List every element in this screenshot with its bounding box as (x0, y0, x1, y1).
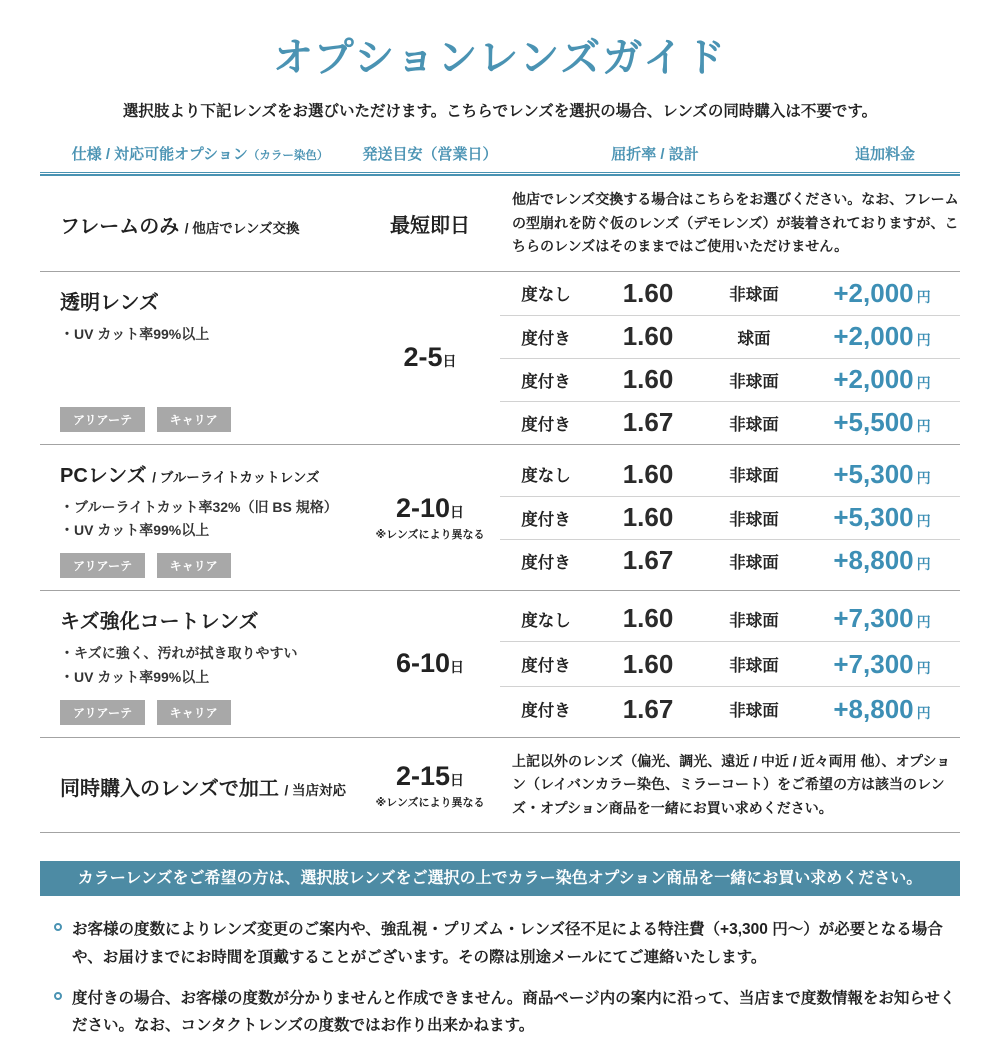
clear-lens-options (500, 272, 960, 444)
note-text: 度付きの場合、お客様の度数が分かりませんと作成できません。商品ページ内の案内に沿って、当店まで度数情報をお知らせください。なお、コンタクトレンズの度数ではお作り出来かねます。 (72, 989, 956, 1034)
badge-ariate: アリアーテ (60, 407, 145, 432)
option-price (804, 407, 960, 438)
option-index: 1.60 (622, 277, 674, 308)
price-unit: 円 (916, 418, 931, 435)
option-power: 度なし (521, 286, 571, 305)
option-index: 1.67 (622, 545, 674, 576)
lens-feature: ・UV カット率99%以上 (60, 668, 210, 685)
badge-carrier: キャリア (157, 700, 231, 725)
lens-name (60, 210, 360, 239)
lens-name-text: 透明レンズ (60, 291, 159, 314)
option-index: 1.60 (622, 603, 674, 634)
price-value: +8,800 (833, 693, 914, 724)
row-frame-only (40, 176, 960, 272)
option-design: 非球面 (729, 611, 779, 630)
option-power: 度付き (521, 702, 571, 721)
option-power: 度付き (521, 329, 571, 348)
clear-lens-shipping (360, 272, 500, 444)
lens-feature: ・キズに強く、汚れが拭き取りやすい (60, 645, 298, 662)
option-price (804, 321, 960, 352)
option-price (804, 278, 960, 309)
price-value: +2,000 (833, 321, 914, 352)
option-index: 1.67 (622, 693, 674, 724)
option-power: 度なし (521, 467, 571, 486)
lens-name-text: 同時購入のレンズで加工 (60, 777, 279, 800)
price-unit: 円 (916, 704, 931, 721)
price-unit: 円 (916, 513, 931, 530)
simultaneous-description-cell (500, 738, 960, 833)
shipping-note: ※レンズにより異なる (375, 528, 485, 541)
lens-badges (60, 553, 360, 578)
shipping-value: 2-5 (403, 342, 443, 373)
option-row (500, 453, 960, 496)
circle-bullet-icon (54, 992, 62, 1000)
lens-name-suffix: / ブルーライトカットレンズ (152, 469, 320, 485)
frame-only-description-cell (500, 176, 960, 271)
clear-lens-spec (40, 272, 360, 444)
shipping-note: ※レンズにより異なる (375, 796, 485, 809)
pc-lens-shipping (360, 445, 500, 591)
frame-only-description: 他店でレンズ交換する場合はこちらをお選びください。なお、フレームの型崩れを防ぐ仮のレンズ（デモレンズ）が装着されておりますが、こちらのレンズはそのままではご使用いただけません。 (512, 191, 959, 255)
option-row (500, 272, 960, 315)
lens-name (60, 286, 360, 315)
shipping-value: 2-15 (395, 760, 451, 791)
price-value: +5,300 (833, 458, 914, 489)
lens-name-text: フレームのみ (60, 215, 180, 238)
option-row (500, 401, 960, 444)
row-scratch-coat-lens (40, 591, 960, 738)
price-value: +5,300 (833, 502, 914, 533)
lens-feature: ・ブルーライトカット率32%（旧 BS 規格） (60, 498, 338, 515)
pc-lens-options (500, 445, 960, 591)
option-power: 度付き (521, 415, 571, 434)
option-design: 非球面 (729, 372, 779, 391)
option-index: 1.60 (622, 321, 674, 352)
option-design: 球面 (737, 329, 771, 348)
option-row (500, 596, 960, 641)
option-row (500, 496, 960, 539)
lens-name-suffix: / 当店対応 (284, 782, 346, 798)
row-simultaneous-purchase (40, 738, 960, 834)
frame-only-shipping (360, 176, 500, 271)
option-row (500, 686, 960, 731)
lens-name (60, 605, 360, 634)
price-value: +7,300 (833, 648, 914, 679)
price-value: +2,000 (833, 277, 914, 308)
lens-name-text: キズ強化コートレンズ (60, 611, 259, 634)
price-unit: 円 (916, 659, 931, 676)
option-power: 度付き (521, 510, 571, 529)
price-value: +5,500 (833, 407, 914, 438)
price-unit: 円 (916, 614, 931, 631)
scratch-lens-info (60, 605, 360, 690)
frame-only-spec (40, 176, 360, 271)
option-index: 1.60 (622, 458, 674, 489)
header-price-column: 追加料金 (854, 146, 915, 163)
option-index: 1.60 (622, 502, 674, 533)
page-title: オプションレンズガイド (273, 36, 727, 80)
lens-badges (60, 407, 360, 432)
badge-ariate: アリアーテ (60, 700, 145, 725)
row-clear-lens (40, 272, 960, 445)
option-price (804, 459, 960, 490)
lens-feature: ・UV カット率99%以上 (60, 522, 210, 539)
option-power: 度付き (521, 372, 571, 391)
shipping-unit: 日 (450, 503, 465, 520)
price-unit: 円 (916, 332, 931, 349)
badge-ariate: アリアーテ (60, 553, 145, 578)
badge-carrier: キャリア (157, 553, 231, 578)
price-unit: 円 (916, 375, 931, 392)
option-design: 非球面 (729, 657, 779, 676)
note-text: お客様の度数によりレンズ変更のご案内や、強乱視・プリズム・レンズ径不足による特注費（+3,300 円～）が必要となる場合や、お届けまでにお時間を頂戴することがございます。その際は別途メールにてご連絡いたします。 (72, 921, 943, 966)
note-item (40, 916, 960, 970)
option-design: 非球面 (729, 510, 779, 529)
option-index: 1.60 (622, 364, 674, 395)
option-price (804, 545, 960, 576)
lens-name-text: PCレンズ (60, 464, 147, 487)
option-price (804, 649, 960, 680)
page-subtitle: 選択肢より下記レンズをお選びいただけます。こちらでレンズを選択の場合、レンズの同時購入は不要です。 (122, 103, 878, 120)
lens-name (60, 772, 360, 801)
header-shipping-column: 発送目安（営業日） (362, 146, 498, 163)
option-index: 1.60 (622, 648, 674, 679)
option-row (500, 315, 960, 358)
option-price (804, 364, 960, 395)
scratch-lens-spec (40, 591, 360, 737)
lens-name-suffix: / 他店でレンズ交換 (184, 220, 300, 236)
option-row (500, 358, 960, 401)
simultaneous-shipping (360, 738, 500, 833)
shipping-unit: 日 (450, 659, 465, 676)
scratch-lens-shipping (360, 591, 500, 737)
shipping-value: 最短即日 (390, 214, 470, 237)
header-spec-column (40, 143, 360, 164)
option-design: 非球面 (729, 702, 779, 721)
shipping-unit: 日 (450, 771, 465, 788)
header-index-design-column: 屈折率 / 設計 (611, 146, 699, 163)
footnotes (40, 916, 960, 1039)
option-price (804, 603, 960, 634)
price-unit: 円 (916, 556, 931, 573)
option-design: 非球面 (729, 467, 779, 486)
option-design: 非球面 (729, 415, 779, 434)
scratch-lens-options (500, 591, 960, 737)
price-unit: 円 (916, 288, 931, 305)
pc-lens-info (60, 459, 360, 544)
pc-lens-spec (40, 445, 360, 591)
header-spec-note: （カラー染色） (247, 150, 329, 162)
lens-features (60, 642, 360, 690)
price-value: +7,300 (833, 603, 914, 634)
option-price (804, 694, 960, 725)
shipping-value: 2-10 (395, 492, 451, 523)
lens-feature: ・UV カット率99%以上 (60, 325, 210, 342)
simultaneous-description: 上記以外のレンズ（偏光、調光、遠近 / 中近 / 近々両用 他）、オプション（レイバンカラー染色、ミラーコート）をご希望の方は該当のレンズ・オプション商品を一緒にお買い求めください。 (512, 752, 951, 816)
lens-badges (60, 700, 360, 725)
row-pc-lens (40, 445, 960, 592)
option-power: 度付き (521, 553, 571, 572)
shipping-value: 6-10 (395, 648, 451, 679)
simultaneous-spec (40, 738, 360, 833)
badge-carrier: キャリア (157, 407, 231, 432)
price-value: +2,000 (833, 364, 914, 395)
circle-bullet-icon (54, 923, 62, 931)
clear-lens-info (60, 286, 360, 347)
color-lens-banner: カラーレンズをご希望の方は、選択肢レンズをご選択の上でカラー染色オプション商品を一緒にお買い求めください。 (40, 861, 960, 896)
lens-name (60, 459, 360, 488)
header-spec-label: 仕様 / 対応可能オプション (71, 146, 248, 163)
price-unit: 円 (916, 469, 931, 486)
option-design: 非球面 (729, 286, 779, 305)
option-power: 度なし (521, 611, 571, 630)
option-index: 1.67 (622, 407, 674, 438)
option-row (500, 641, 960, 686)
option-power: 度付き (521, 657, 571, 676)
option-price (804, 502, 960, 533)
shipping-unit: 日 (442, 353, 457, 370)
option-design: 非球面 (729, 553, 779, 572)
note-item (40, 985, 960, 1039)
lens-features (60, 323, 360, 347)
option-row (500, 539, 960, 582)
price-value: +8,800 (833, 545, 914, 576)
table-header (40, 143, 960, 164)
lens-features (60, 496, 360, 544)
